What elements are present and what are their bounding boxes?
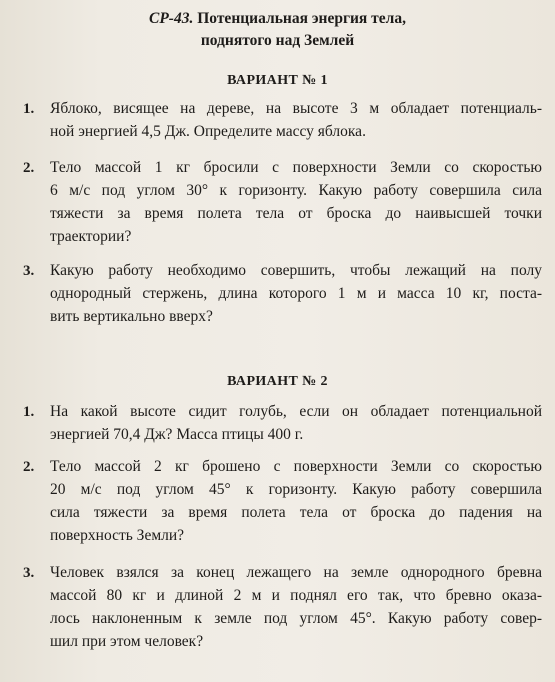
variant-2-heading: ВАРИАНТ № 2 (227, 374, 328, 389)
task-line: массой 80 кг и длиной 2 м и поднял его так, что бревно оказа- (50, 587, 542, 604)
task-number: 3. (23, 263, 35, 279)
task-number: 3. (23, 565, 35, 581)
task-line: 20 м/с под углом 45° к горизонту. Какую работу совершила (50, 481, 542, 498)
task-line: Какую работу необходимо совершить, чтобы лежащий на полу (50, 262, 542, 279)
task-number: 1. (23, 404, 35, 420)
task-line: лось наклоненным к земле под углом 45°. Какую работу совер- (50, 610, 542, 627)
task-line: вить вертикально вверх? (50, 308, 213, 325)
task-line: энергией 70,4 Дж? Масса птицы 400 г. (50, 426, 304, 443)
task-number: 2. (23, 160, 35, 176)
title-line-2: поднятого над Землей (200, 32, 355, 49)
task-number: 2. (23, 459, 35, 475)
task-line: шил при этом человек? (50, 633, 204, 650)
task-line: тяжести за время полета тела от броска до наивысшей точки (50, 205, 542, 222)
task-line: траектории? (50, 228, 132, 245)
task-line: На какой высоте сидит голубь, если он обладает потенциальной (50, 403, 542, 420)
task-line: поверхность Земли? (50, 527, 185, 544)
task-line: ной энергией 4,5 Дж. Определите массу яблока. (50, 123, 366, 140)
task-line: Человек взялся за конец лежащего на земле однородного бревна (50, 564, 542, 581)
task-line: Тело массой 2 кг брошено с поверхности Земли со скоростью (50, 458, 542, 475)
task-line: однородный стержень, длина которого 1 м и масса 10 кг, поста- (50, 285, 542, 302)
variant-1-heading: ВАРИАНТ № 1 (227, 73, 328, 88)
title-line-1: Потенциальная энергия тела, (197, 10, 406, 27)
task-line: Тело массой 1 кг бросили с поверхности Земли со скоростью (50, 159, 542, 176)
task-line: Яблоко, висящее на дереве, на высоте 3 м обладает потенциаль- (50, 100, 542, 117)
task-line: 6 м/с под углом 30° к горизонту. Какую работу совершила сила (50, 182, 542, 199)
worksheet-code: СР-43. (149, 10, 194, 27)
page-title (0, 7, 555, 30)
page-subtitle (0, 29, 555, 52)
task-line: сила тяжести за время полета тела от броска до падения на (50, 504, 542, 521)
task-number: 1. (23, 101, 35, 117)
